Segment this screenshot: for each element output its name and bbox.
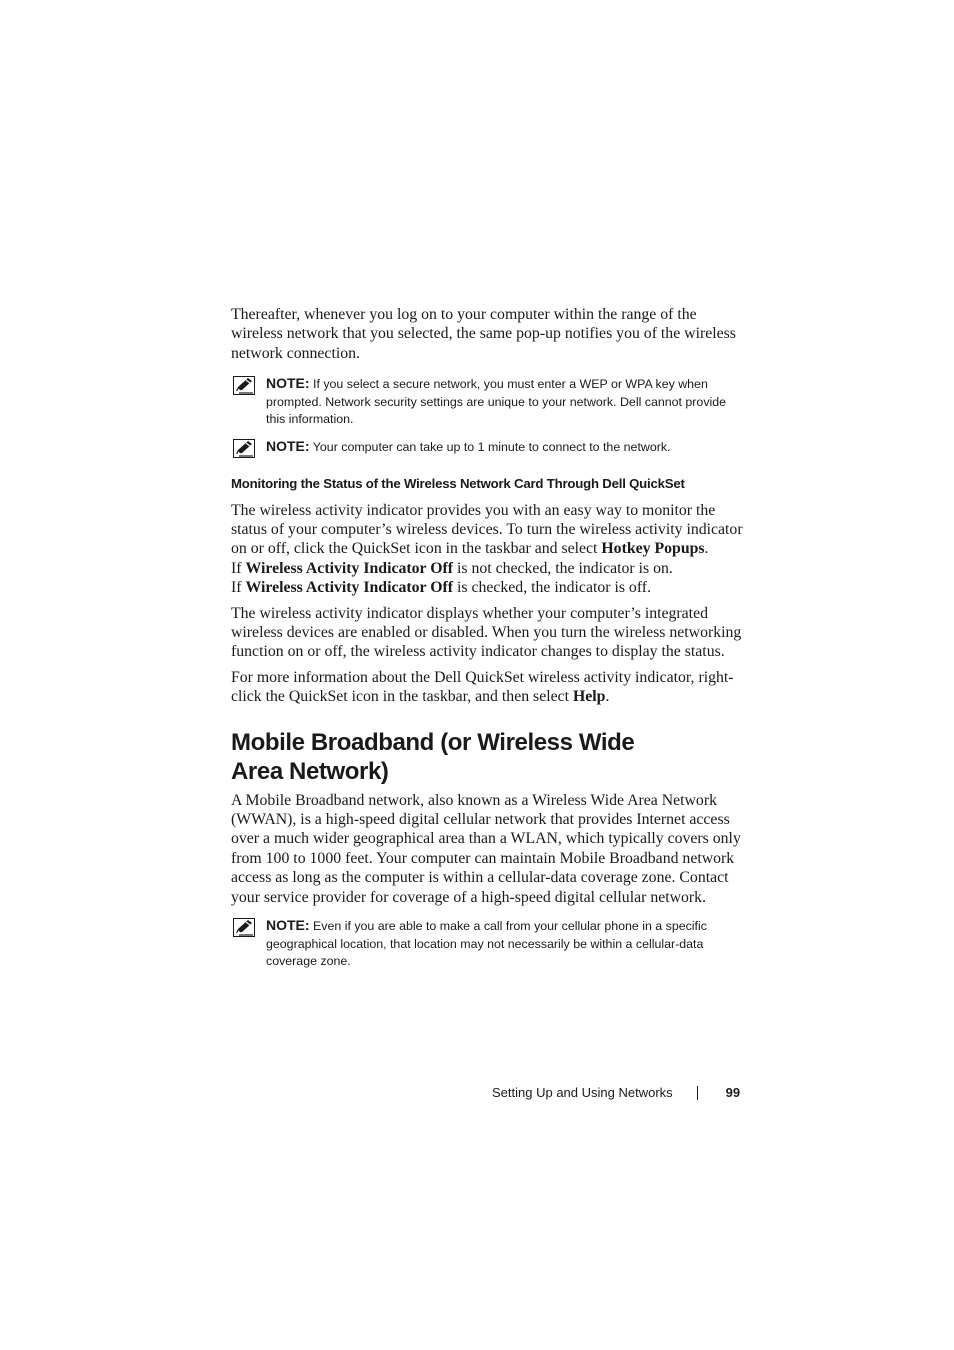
note-pencil-icon — [233, 918, 255, 937]
note-text: Even if you are able to make a call from your cellular phone in a specific geographical location, that location may not necessarily be within a cellular-data coverage zone. — [266, 919, 707, 969]
note-text: Your computer can take up to 1 minute to connect to the network. — [309, 440, 671, 454]
note-label: NOTE: — [266, 917, 310, 934]
note-connect-time — [231, 438, 746, 457]
note-text: If you select a secure network, you must enter a WEP or WPA key when prompted. Network security settings are unique to your network. Dell cannot provide this information. — [266, 377, 727, 427]
note-label: NOTE: — [266, 438, 310, 454]
paragraph-wireless-indicator: The wireless activity indicator provides you with an easy way to monitor the status of your computer’s wireless devices. To turn the wireless activity indicator on or off, click the QuickSet icon in the taskbar and select Hotkey Popups. If Wireless Activity Indicator Off is not checked, the indicator is on. If Wireless Activity Indicator Off is checked, the indicator is off. — [231, 501, 743, 597]
heading-mobile-broadband: Mobile Broadband (or Wireless Wide Area Network) — [231, 728, 635, 785]
paragraph-indicator-displays: The wireless activity indicator displays whether your computer’s integrated wireless devices are enabled or disabled. When you turn the wireless networking function on or off, the wireless activity indicator changes to display the status. — [231, 604, 742, 661]
paragraph-more-info: For more information about the Dell QuickSet wireless activity indicator, right-click the QuickSet icon in the taskbar, and then select Help. — [231, 668, 734, 706]
footer-divider — [697, 1086, 698, 1100]
option-ref-indicator-off: Wireless Activity Indicator Off — [245, 579, 454, 597]
menu-ref-help: Help — [572, 688, 606, 706]
paragraph-mobile-broadband: A Mobile Broadband network, also known as a Wireless Wide Area Network (WWAN), is a high-speed digital cellular network that provides Internet access over a much wider geographical area than a WLAN, which typically covers only from 100 to 1000 feet. Your computer can maintain Mobile Broadband network access as long as the computer is within a cellular-data coverage zone. Contact your service provider for coverage of a high-speed digital cellular network. — [231, 791, 741, 906]
paragraph-thereafter: Thereafter, whenever you log on to your computer within the range of the wireless network that you selected, the same pop-up notifies you of the wireless network connection. — [231, 306, 736, 362]
subheading-monitoring-status: Monitoring the Status of the Wireless Network Card Through Dell QuickSet — [231, 475, 685, 491]
option-ref-indicator-off: Wireless Activity Indicator Off — [245, 559, 454, 577]
menu-ref-hotkey-popups: Hotkey Popups — [601, 540, 705, 558]
note-pencil-icon — [233, 376, 255, 395]
note-secure-network — [231, 375, 746, 429]
page-footer — [492, 1084, 742, 1102]
page-number: 99 — [725, 1085, 741, 1100]
note-label: NOTE: — [266, 375, 310, 392]
footer-section-title: Setting Up and Using Networks — [492, 1085, 673, 1100]
page-content — [231, 305, 746, 971]
note-cellular-coverage — [231, 917, 746, 971]
note-pencil-icon — [233, 439, 255, 458]
